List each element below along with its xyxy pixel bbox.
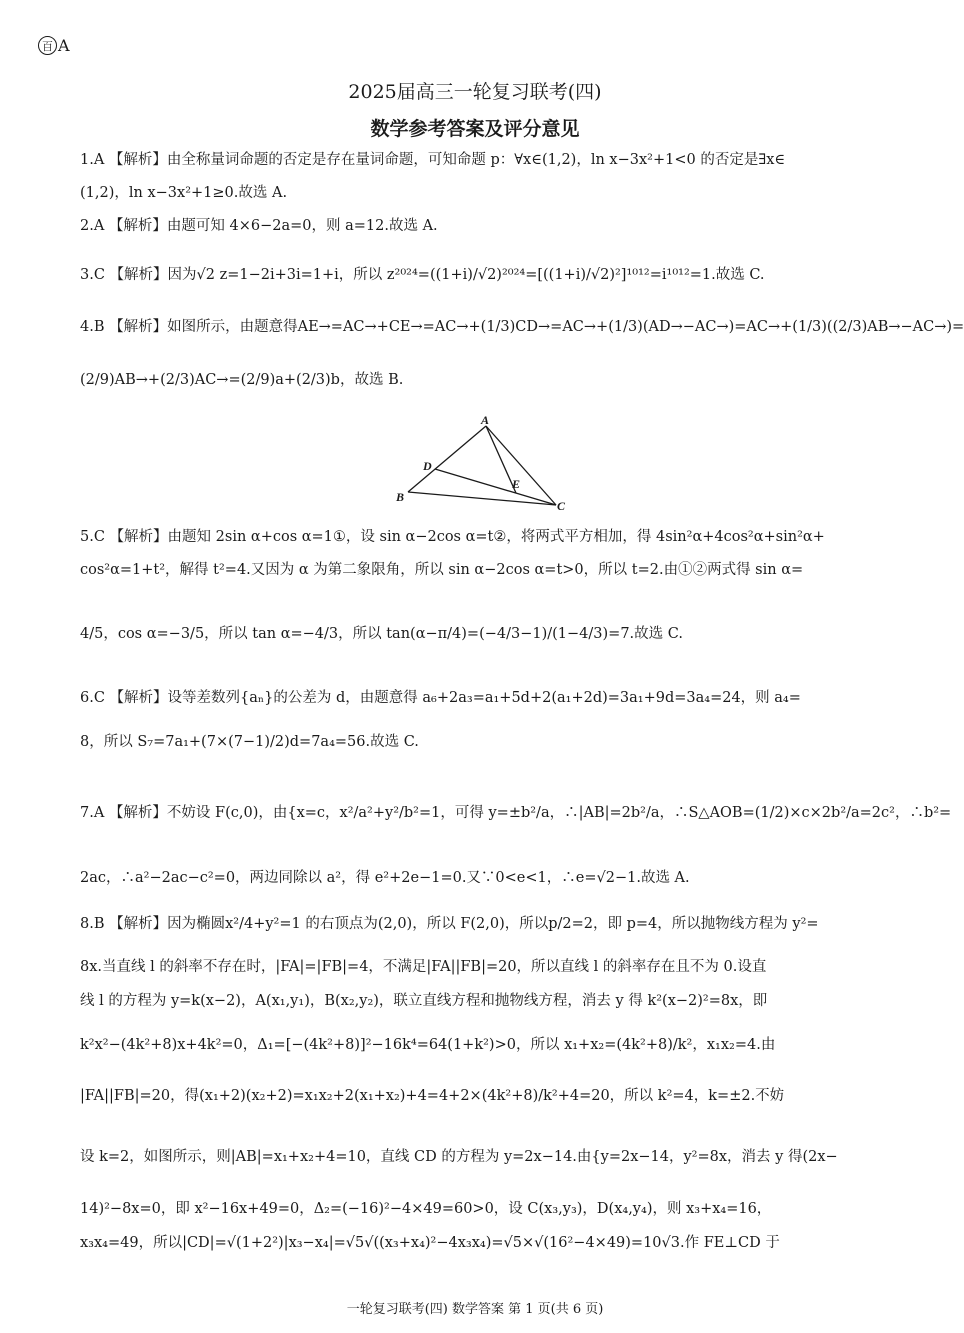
- text-line: 6.C 【解析】设等差数列{aₙ}的公差为 d，由题意得 a₆+2a₃=a₁+5d+2(a₁+2d)=3a₁+9d=3a₄=24，则 a₄=: [80, 690, 801, 706]
- triangle-figure: [390, 412, 580, 517]
- text-line: 1.A 【解析】由全称量词命题的否定是存在量词命题，可知命题 p：∀x∈(1,2)，ln x−3x²+1<0 的否定是∃x∈: [80, 152, 786, 168]
- text-line: cos²α=1+t²，解得 t²=4.又因为 α 为第二象限角，所以 sin α−2cos α=t>0，所以 t=2.由①②两式得 sin α=: [80, 562, 804, 578]
- label-c: C: [557, 499, 566, 513]
- doc-subtitle: 数学参考答案及评分意见: [370, 118, 580, 140]
- text-line: 设 k=2，如图所示，则|AB|=x₁+x₂+4=10，直线 CD 的方程为 y=2x−14.由{y=2x−14，y²=8x，消去 y 得(2x−: [80, 1149, 838, 1165]
- text-line: 8x.当直线 l 的斜率不存在时，|FA|=|FB|=4，不满足|FA||FB|=20，所以直线 l 的斜率存在且不为 0.设直: [80, 959, 767, 975]
- version-letter: A: [58, 36, 70, 55]
- seal-mark: 百: [38, 36, 57, 55]
- text-line: 5.C 【解析】由题知 2sin α+cos α=1①，设 sin α−2cos α=t②，将两式平方相加，得 4sin²α+4cos²α+sin²α+: [80, 529, 825, 545]
- text-line: 3.C 【解析】因为√2 z=1−2i+3i=1+i，所以 z²⁰²⁴=((1+i)/√2)²⁰²⁴=[((1+i)/√2)²]¹⁰¹²=i¹⁰¹²=1.故选 C.: [80, 267, 765, 283]
- text-line: 14)²−8x=0，即 x²−16x+49=0，Δ₂=(−16)²−4×49=60>0，设 C(x₃,y₃)，D(x₄,y₄)，则 x₃+x₄=16，: [80, 1201, 772, 1217]
- label-d: D: [423, 459, 432, 473]
- text-line: |FA||FB|=20，得(x₁+2)(x₂+2)=x₁x₂+2(x₁+x₂)+4=4+2×(4k²+8)/k²+4=20，所以 k²=4，k=±2.不妨: [80, 1088, 785, 1104]
- label-e: E: [512, 477, 521, 491]
- side-ab: [408, 426, 486, 492]
- text-line: (2/9)AB→+(2/3)AC→=(2/9)a+(2/3)b，故选 B.: [80, 372, 404, 388]
- text-line: 4.B 【解析】如图所示，由题意得AE→=AC→+CE→=AC→+(1/3)CD→=AC→+(1/3)(AD→−AC→)=AC→+(1/3)((2/3)AB→−AC→)=: [80, 319, 964, 335]
- text-line: 2ac，∴a²−2ac−c²=0，两边同除以 a²，得 e²+2e−1=0.又∵0<e<1，∴e=√2−1.故选 A.: [80, 870, 690, 886]
- side-ac: [486, 426, 556, 505]
- text-line: 8，所以 S₇=7a₁+(7×(7−1)/2)d=7a₄=56.故选 C.: [80, 734, 419, 750]
- corner-mark: [38, 36, 70, 55]
- text-line: 2.A 【解析】由题可知 4×6−2a=0，则 a=12.故选 A.: [80, 218, 438, 234]
- text-line: 线 l 的方程为 y=k(x−2)，A(x₁,y₁)，B(x₂,y₂)，联立直线方程和抛物线方程，消去 y 得 k²(x−2)²=8x，即: [80, 993, 768, 1009]
- text-line: 7.A 【解析】不妨设 F(c,0)，由{x=c，x²/a²+y²/b²=1，可得 y=±b²/a，∴|AB|=2b²/a，∴S△AOB=(1/2)×c×2b²/a=2c²，∴b²=: [80, 805, 952, 821]
- doc-title: 2025届高三一轮复习联考(四): [348, 81, 602, 103]
- label-b: B: [396, 490, 405, 504]
- page-footer: 一轮复习联考(四) 数学答案 第 1 页(共 6 页): [346, 1302, 604, 1317]
- text-line: k²x²−(4k²+8)x+4k²=0，Δ₁=[−(4k²+8)]²−16k⁴=64(1+k²)>0，所以 x₁+x₂=(4k²+8)/k²，x₁x₂=4.由: [80, 1037, 776, 1053]
- text-line: 8.B 【解析】因为椭圆x²/4+y²=1 的右顶点为(2,0)，所以 F(2,0)，所以p/2=2，即 p=4，所以抛物线方程为 y²=: [80, 916, 819, 932]
- text-line: 4/5，cos α=−3/5，所以 tan α=−4/3，所以 tan(α−π/4)=(−4/3−1)/(1−4/3)=7.故选 C.: [80, 626, 683, 642]
- text-line: (1,2)，ln x−3x²+1≥0.故选 A.: [80, 185, 288, 201]
- text-line: x₃x₄=49，所以|CD|=√(1+2²)|x₃−x₄|=√5√((x₃+x₄)²−4x₃x₄)=√5×√(16²−4×49)=10√3.作 FE⊥CD 于: [80, 1235, 780, 1251]
- label-a: A: [481, 413, 490, 427]
